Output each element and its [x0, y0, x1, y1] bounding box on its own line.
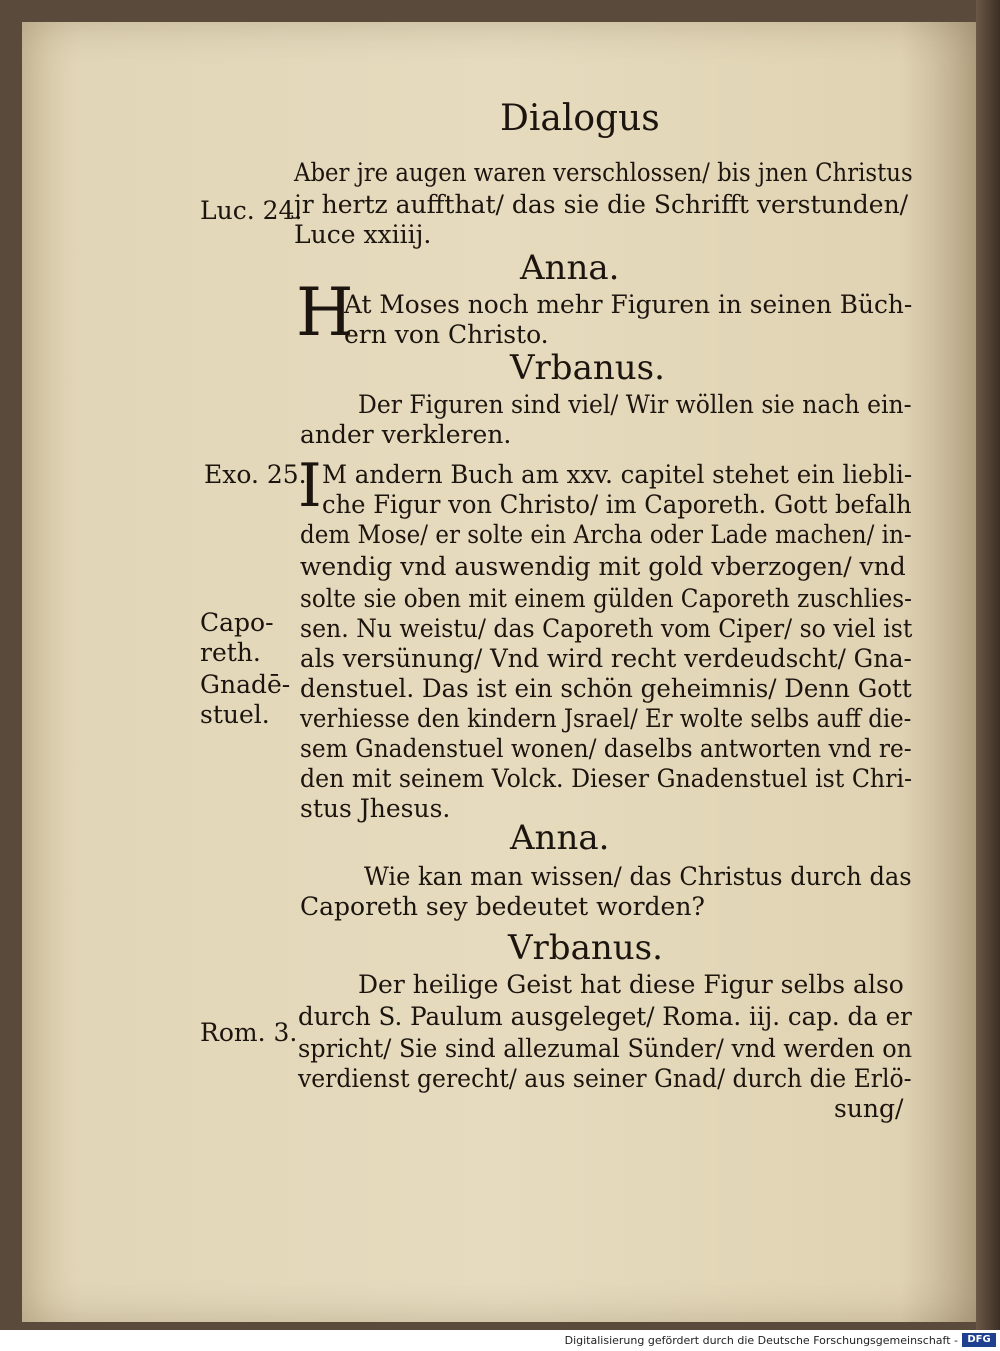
- text-line: Aber jre augen waren verschlossen/ bis jnen Christus: [294, 158, 913, 187]
- text-line: Der heilige Geist hat diese Figur selbs also: [358, 970, 904, 999]
- initial-letter-h: H: [296, 274, 354, 351]
- text-line: verdienst gerecht/ aus seiner Gnad/ durch die Erlö-: [298, 1064, 912, 1093]
- text-line: Der Figuren sind viel/ Wir wöllen sie nach ein-: [358, 390, 912, 419]
- text-line: sen. Nu weistu/ das Caporeth vom Ciper/ so viel ist: [300, 614, 913, 643]
- margin-note-gnade: Gnadē-: [200, 670, 291, 699]
- margin-note-exo: Exo. 25.: [204, 460, 307, 489]
- text-line: denstuel. Das ist ein schön geheimnis/ Denn Gott: [300, 674, 912, 703]
- initial-letter-i: I: [298, 451, 322, 521]
- text-line: wendig vnd auswendig mit gold vberzogen/ vnd: [300, 552, 906, 581]
- margin-note-luc: Luc. 24.: [200, 196, 303, 225]
- text-line: che Figur von Christo/ im Caporeth. Gott befalh: [322, 490, 912, 519]
- text-line: dem Mose/ er solte ein Archa oder Lade machen/ in-: [300, 520, 912, 549]
- text-line: stus Jhesus.: [300, 794, 451, 823]
- book-edge: [976, 0, 1000, 1330]
- speaker-urbanus: Vrbanus.: [508, 928, 663, 968]
- speaker-anna: Anna.: [510, 818, 610, 858]
- text-line: verhiesse den kindern Jsrael/ Er wolte selbs auff die-: [300, 704, 912, 733]
- footer-bar: [0, 1330, 1000, 1351]
- text-line: solte sie oben mit einem gülden Caporeth zuschlies-: [300, 584, 912, 613]
- text-line: ern von Christo.: [344, 320, 549, 349]
- catchword: sung/: [834, 1094, 904, 1123]
- text-line: Caporeth sey bedeutet worden?: [300, 892, 705, 921]
- text-line: durch S. Paulum ausgeleget/ Roma. iij. cap. da er: [298, 1002, 912, 1031]
- footer-text: Digitalisierung gefördert durch die Deutsche Forschungsgemeinschaft -: [564, 1334, 958, 1347]
- text-line: sem Gnadenstuel wonen/ daselbs antworten vnd re-: [300, 734, 912, 763]
- text-line: At Moses noch mehr Figuren in seinen Büch-: [344, 290, 913, 319]
- text-line: Luce xxiiij.: [294, 220, 432, 249]
- text-line: Wie kan man wissen/ das Christus durch das: [364, 862, 912, 891]
- speaker-anna: Anna.: [520, 248, 620, 288]
- margin-note-capo: reth.: [200, 638, 261, 667]
- text-line: den mit seinem Volck. Dieser Gnadenstuel ist Chri-: [300, 764, 913, 793]
- text-line: ander verkleren.: [300, 420, 512, 449]
- text-line: spricht/ Sie sind allezumal Sünder/ vnd werden on: [298, 1034, 913, 1063]
- text-line: jr hertz auffthat/ das sie die Schrifft verstunden/: [294, 190, 909, 219]
- speaker-urbanus: Vrbanus.: [510, 348, 665, 388]
- margin-note-rom: Rom. 3.: [200, 1018, 298, 1047]
- text-line: als versünung/ Vnd wird recht verdeudscht/ Gna-: [300, 644, 912, 673]
- margin-note-gnade: stuel.: [200, 700, 270, 729]
- margin-note-capo: Capo-: [200, 608, 274, 637]
- dfg-logo: DFG: [962, 1333, 996, 1347]
- running-head: Dialogus: [500, 98, 660, 139]
- text-line: M andern Buch am xxv. capitel stehet ein liebli-: [322, 460, 913, 489]
